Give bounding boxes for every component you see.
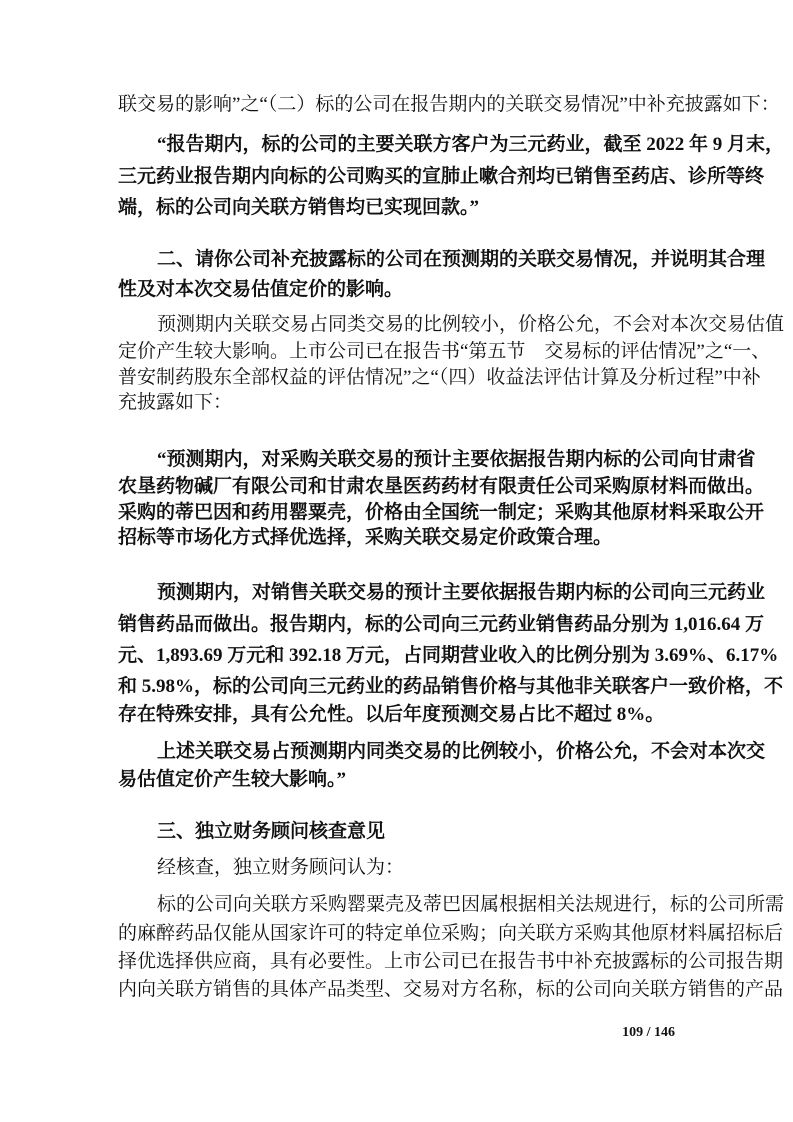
text-line: 定价产生较大影响。上市公司已在报告书“第五节 交易标的评估情况”之“一、 bbox=[118, 341, 771, 362]
text-line: 农垦药物碱厂有限公司和甘肃农垦医药药材有限责任公司采购原材料而做出。 bbox=[118, 476, 765, 497]
text-line: 择优选择供应商，具有必要性。上市公司已在报告书中补充披露标的公司报告期 bbox=[118, 951, 784, 972]
text-line: “报告期内，标的公司的主要关联方客户为三元药业，截至 2022 年 9 月末， bbox=[157, 134, 785, 155]
text-line: 元、1,893.69 万元和 392.18 万元，占同期营业收入的比例分别为 3.69%、6.17% bbox=[118, 645, 779, 666]
text-line: 充披露如下： bbox=[118, 392, 233, 413]
page-number: 109 / 146 bbox=[622, 1025, 675, 1040]
text-line: 采购的蒂巴因和药用罂粟壳，价格由全国统一制定；采购其他原材料采取公开 bbox=[118, 502, 765, 523]
text-line: 联交易的影响”之“（二）标的公司在报告期内的关联交易情况”中补充披露如下： bbox=[118, 94, 780, 115]
text-line: 预测期内关联交易占同类交易的比例较小，价格公允，不会对本次交易估值 bbox=[157, 314, 785, 335]
text-line: 端，标的公司向关联方销售均已实现回款。” bbox=[118, 197, 480, 218]
section-heading: 性及对本次交易估值定价的影响。 bbox=[118, 279, 404, 300]
text-line: 招标等市场化方式择优选择，采购关联交易定价政策合理。 bbox=[118, 527, 613, 548]
text-line: 存在特殊安排，具有公允性。以后年度预测交易占比不超过 8%。 bbox=[118, 704, 665, 725]
text-line: 标的公司向关联方采购罂粟壳及蒂巴因属根据相关法规进行，标的公司所需 bbox=[157, 894, 785, 915]
text-line: 销售药品而做出。报告期内，标的公司向三元药业销售药品分别为 1,016.64 万 bbox=[118, 614, 765, 635]
text-line: 内向关联方销售的具体产品类型、交易对方名称，标的公司向关联方销售的产品 bbox=[118, 979, 784, 1000]
text-line: 普安制药股东全部权益的评估情况”之“（四）收益法评估计算及分析过程”中补 bbox=[118, 367, 761, 388]
text-line: 上述关联交易占预测期内同类交易的比例较小，价格公允，不会对本次交 bbox=[157, 741, 766, 762]
text-line: 和 5.98%，标的公司向三元药业的药品销售价格与其他非关联客户一致价格，不 bbox=[118, 676, 784, 697]
text-line: 预测期内，对销售关联交易的预计主要依据报告期内标的公司向三元药业 bbox=[157, 582, 766, 603]
text-line: 易估值定价产生较大影响。” bbox=[118, 769, 347, 790]
section-heading: 二、请你公司补充披露标的公司在预测期的关联交易情况，并说明其合理 bbox=[157, 249, 766, 270]
text-line: 经核查，独立财务顾问认为： bbox=[157, 857, 405, 878]
text-line: 三元药业报告期内向标的公司购买的宣肺止嗽合剂均已销售至药店、诊所等终 bbox=[118, 166, 765, 187]
text-line: 的麻醉药品仅能从国家许可的特定单位采购；向关联方采购其他原材料属招标后 bbox=[118, 923, 784, 944]
text-line: “预测期内，对采购关联交易的预计主要依据报告期内标的公司向甘肃省 bbox=[157, 449, 756, 470]
section-heading: 三、独立财务顾问核查意见 bbox=[157, 821, 386, 842]
